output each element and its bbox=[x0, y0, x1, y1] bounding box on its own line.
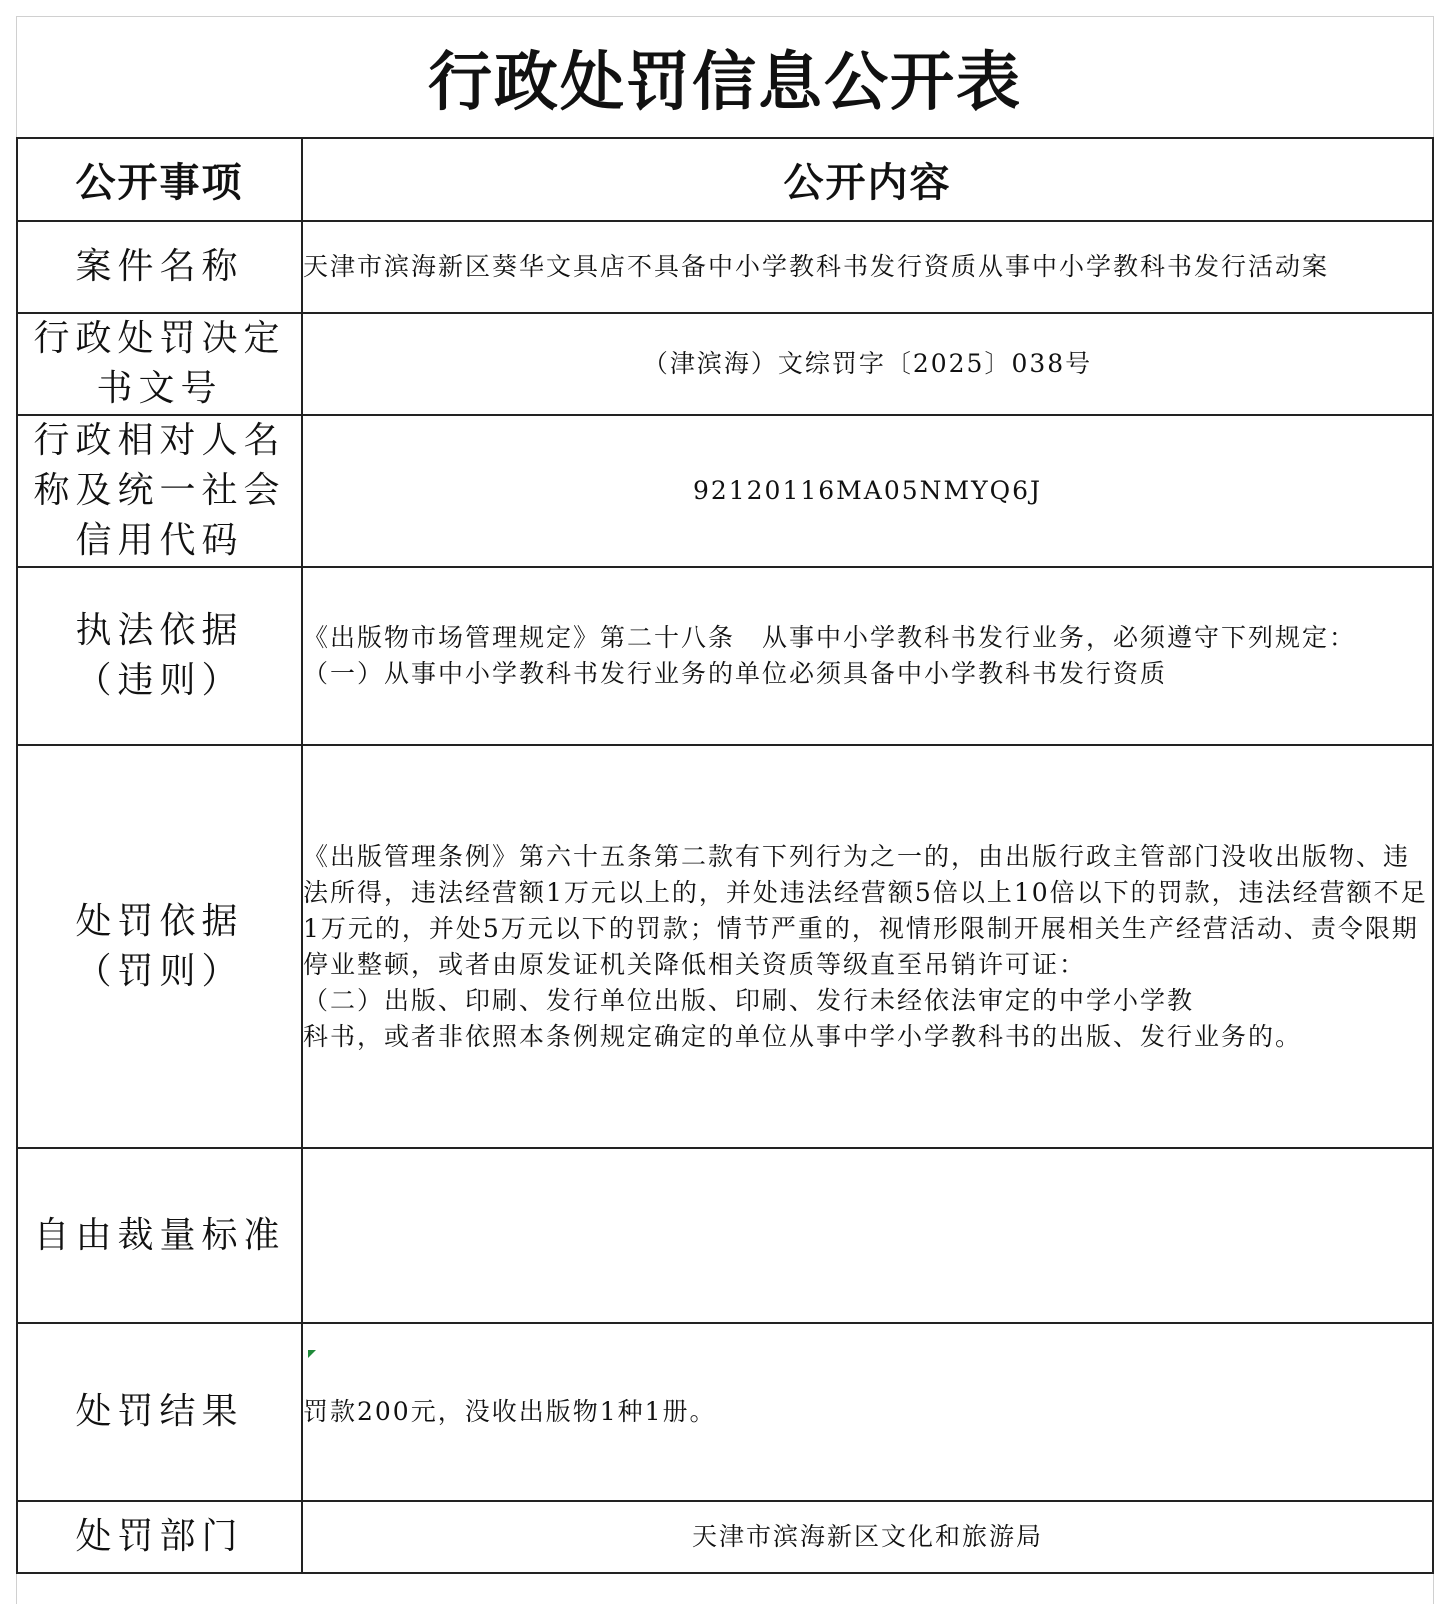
penalty-basis-line2: （二）出版、印刷、发行单位出版、印刷、发行未经依法审定的中学小学教 bbox=[303, 985, 1195, 1015]
penalty-department-value: 天津市滨海新区文化和旅游局 bbox=[302, 1501, 1433, 1573]
header-disclosure-content: 公开内容 bbox=[302, 138, 1433, 221]
table-row bbox=[17, 567, 1433, 745]
decision-number-label: 行政处罚决定书文号 bbox=[17, 313, 302, 415]
party-label: 行政相对人名称及统一社会信用代码 bbox=[17, 415, 302, 567]
table-row bbox=[17, 1323, 1433, 1501]
party-credit-code: 92120116MA05NMYQ6J bbox=[302, 415, 1433, 567]
violation-basis-label bbox=[17, 567, 302, 745]
table-row bbox=[17, 745, 1433, 1148]
penalty-result-value: 罚款200元，没收出版物1种1册。 bbox=[302, 1323, 1433, 1501]
violation-basis-label-line2: （违则） bbox=[75, 660, 244, 701]
page-title: 行政处罚信息公开表 bbox=[428, 46, 1022, 120]
violation-basis-content bbox=[302, 567, 1433, 745]
table-row bbox=[17, 415, 1433, 567]
decision-number-value: （津滨海）文综罚字〔2025〕038号 bbox=[302, 313, 1433, 415]
discretion-standard-value bbox=[302, 1148, 1433, 1323]
table-row bbox=[17, 221, 1433, 313]
penalty-basis-line1: 《出版管理条例》第六十五条第二款有下列行为之一的，由出版行政主管部门没收出版物、违法所得，违法经营额1万元以上的，并处违法经营额5倍以上10倍以下的罚款，违法经营额不足1万元的，并处5万元以下的罚款；情节严重的，视情形限制开展相关生产经营活动、责令限期停业整顿，或者由原发证机关降低相关资质等级直至吊销许可证： bbox=[303, 841, 1428, 979]
header-disclosure-item: 公开事项 bbox=[17, 138, 302, 221]
disclosure-table bbox=[16, 137, 1434, 1574]
penalty-basis-content bbox=[302, 745, 1433, 1148]
table-row bbox=[17, 1501, 1433, 1573]
table-row bbox=[17, 313, 1433, 415]
penalty-basis-label bbox=[17, 745, 302, 1148]
violation-basis-line2: （一）从事中小学教科书发行业务的单位必须具备中小学教科书发行资质 bbox=[303, 659, 1168, 688]
penalty-basis-line3: 科书，或者非依照本条例规定确定的单位从事中学小学教科书的出版、发行业务的。 bbox=[303, 1021, 1303, 1051]
penalty-basis-label-line1: 处罚依据 bbox=[75, 900, 244, 942]
case-name-value: 天津市滨海新区葵华文具店不具备中小学教科书发行资质从事中小学教科书发行活动案 bbox=[302, 221, 1433, 313]
penalty-basis-label-line2: （罚则） bbox=[75, 950, 244, 992]
case-name-label: 案件名称 bbox=[17, 221, 302, 313]
cell-comment-marker bbox=[308, 1350, 316, 1358]
violation-basis-line1: 《出版物市场管理规定》第二十八条 从事中小学教科书发行业务，必须遵守下列规定： bbox=[303, 623, 1357, 652]
discretion-standard-label: 自由裁量标准 bbox=[17, 1148, 302, 1323]
table-header-row bbox=[17, 138, 1433, 221]
penalty-result-label: 处罚结果 bbox=[17, 1323, 302, 1501]
violation-basis-label-line1: 执法依据 bbox=[75, 610, 244, 651]
penalty-department-label: 处罚部门 bbox=[17, 1501, 302, 1573]
table-row bbox=[17, 1148, 1433, 1323]
